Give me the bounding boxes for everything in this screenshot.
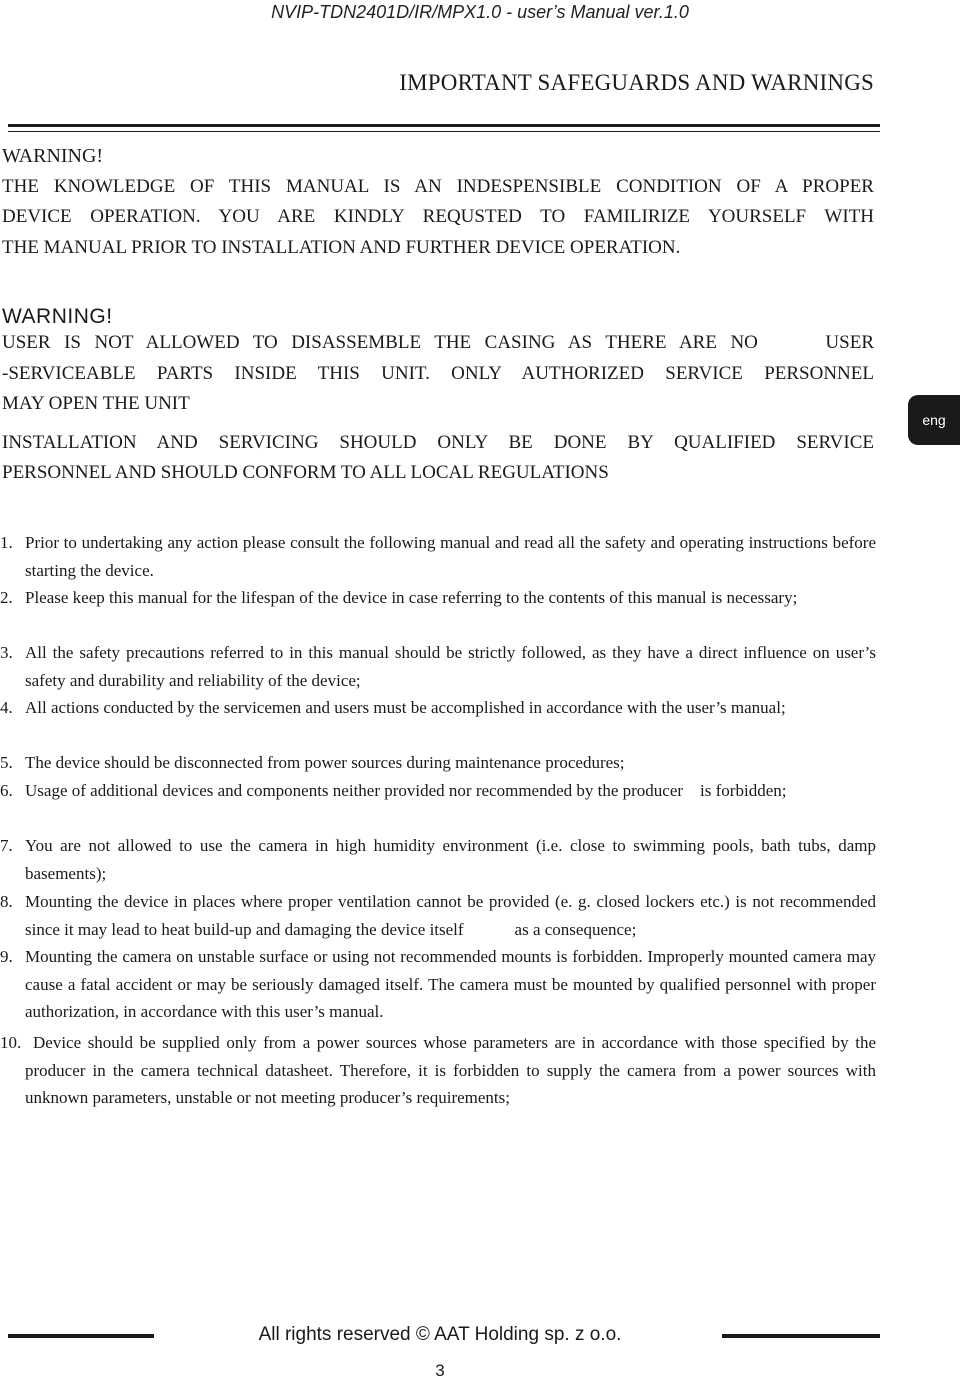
title-rule-thin (8, 131, 880, 132)
title-rule-thick (8, 124, 880, 127)
warning-1-line-2: DEVICE OPERATION. YOU ARE KINDLY REQUSTED TO FAMILIRIZE YOURSELF WITH (2, 206, 874, 227)
list-item-text: All actions conducted by the servicemen and users must be accomplished in accordance with the user’s manual; (25, 698, 786, 717)
warning-1-line-1: THE KNOWLEDGE OF THIS MANUAL IS AN INDESPENSIBLE CONDITION OF A PROPER (2, 176, 874, 197)
list-item-text: All the safety precautions referred to in this manual should be strictly followed, as they have a direct influence on user’s safety and durability and reliability of the device; (25, 643, 876, 690)
list-item-number: 3. (0, 643, 13, 662)
list-item-text: Prior to undertaking any action please consult the following manual and read all the safety and operating instructions before starting the device. (25, 533, 876, 580)
list-item-number: 6. (0, 781, 13, 800)
warning-2-line-2: -SERVICEABLE PARTS INSIDE THIS UNIT. ONLY AUTHORIZED SERVICE PERSONNEL (2, 363, 874, 384)
language-tab: eng (908, 395, 960, 445)
footer-copyright: All rights reserved © AAT Holding sp. z o.o. (258, 1324, 622, 1345)
installation-line-1: INSTALLATION AND SERVICING SHOULD ONLY BE DONE BY QUALIFIED SERVICE (2, 432, 874, 453)
list-item-number: 2. (0, 588, 13, 607)
installation-line-2: PERSONNEL AND SHOULD CONFORM TO ALL LOCAL REGULATIONS (2, 462, 609, 483)
list-item-text: Please keep this manual for the lifespan of the device in case referring to the contents of this manual is necessary; (25, 588, 798, 607)
warning-2-line-3: MAY OPEN THE UNIT (2, 393, 190, 414)
list-item-text: Mounting the camera on unstable surface or using not recommended mounts is forbidden. Improperly mounted camera may cause a fatal accident or may be seriously damaged itself. The camera must be mounted by qualified personnel with proper authorization, in accordance with this user’s manual. (25, 947, 876, 1021)
list-item-number: 1. (0, 533, 13, 552)
list-item (0, 529, 876, 584)
document-header: NVIP-TDN2401D/IR/MPX1.0 - user’s Manual ver.1.0 (271, 2, 689, 22)
page-title: IMPORTANT SAFEGUARDS AND WARNINGS (399, 70, 874, 95)
list-item-number: 8. (0, 892, 13, 911)
list-item-number: 4. (0, 698, 13, 717)
warning-heading-1: WARNING! (2, 145, 104, 167)
list-item (0, 777, 876, 805)
list-item (0, 943, 876, 1026)
list-item (0, 639, 876, 694)
list-item (0, 694, 876, 722)
list-item-text: You are not allowed to use the camera in high humidity environment (i.e. close to swimming pools, bath tubs, damp basements); (25, 836, 876, 883)
warning-1-line-3: THE MANUAL PRIOR TO INSTALLATION AND FURTHER DEVICE OPERATION. (2, 237, 681, 258)
warning-2-line-1: USER IS NOT ALLOWED TO DISASSEMBLE THE CASING AS THERE ARE NO USER (2, 332, 874, 353)
list-item (0, 749, 876, 777)
list-item-text: Usage of additional devices and components neither provided nor recommended by the producer is forbidden; (25, 781, 787, 800)
list-item (0, 832, 876, 887)
list-item-number: 10. (0, 1033, 22, 1052)
list-item-text: Device should be supplied only from a power sources whose parameters are in accordance with those specified by the producer in the camera technical datasheet. Therefore, it is forbidden to supply the camera from a power sources with unknown parameters, unstable or not meeting producer’s requirements; (25, 1033, 876, 1107)
list-item-number: 5. (0, 753, 13, 772)
list-item-number: 7. (0, 836, 13, 855)
list-item-text: Mounting the device in places where proper ventilation cannot be provided (e. g. closed lockers etc.) is not recommended since it may lead to heat build-up and damaging the device itself as a consequence; (25, 892, 881, 939)
list-item-text: The device should be disconnected from power sources during maintenance procedures; (25, 753, 625, 772)
warning-heading-2: WARNING! (2, 305, 113, 328)
list-item (0, 888, 881, 943)
list-item (0, 1029, 876, 1112)
page-number: 3 (435, 1361, 445, 1380)
list-item-number: 9. (0, 947, 13, 966)
list-item (0, 584, 876, 612)
